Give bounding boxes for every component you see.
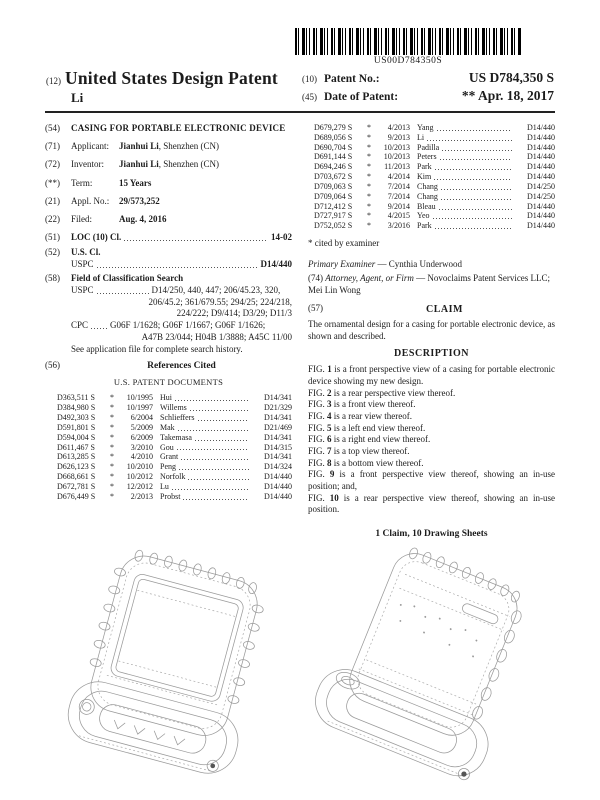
- field-term: (**) Term: 15 Years: [45, 177, 152, 188]
- ref-date: 6/2009: [130, 432, 153, 442]
- dot-leader: [433, 211, 512, 221]
- applicant-name: Jianhui Li: [119, 141, 159, 152]
- body-columns: [0, 113, 600, 541]
- inventor-name: Jianhui Li: [119, 159, 159, 170]
- figure-number: 5: [327, 422, 332, 433]
- figure-number: 10: [329, 492, 339, 503]
- ref-class: D14/440: [527, 172, 555, 182]
- left-column: [45, 123, 292, 541]
- header-right: [302, 68, 554, 106]
- dot-leader: [124, 232, 268, 244]
- ref-examiner-star: *: [367, 142, 371, 152]
- references-table-left: [45, 393, 292, 501]
- ref-examiner-star: *: [367, 201, 371, 211]
- dot-leader: [441, 182, 512, 192]
- ref-date: 12/2012: [126, 481, 153, 491]
- ref-number: D679,279 S: [314, 123, 353, 132]
- field-54-title: (54) CASING FOR PORTABLE ELECTRONIC DEVICE: [45, 123, 292, 135]
- reference-row: [314, 192, 555, 202]
- ref-examiner-star: *: [367, 221, 371, 231]
- figure-number: 2: [327, 387, 332, 398]
- document-title: United States Design Patent: [65, 68, 278, 88]
- ref-class: D14/440: [527, 162, 555, 172]
- date-of-patent: ** Apr. 18, 2017: [461, 88, 554, 103]
- ref-name: Park: [417, 162, 432, 172]
- ref-class: D14/341: [264, 393, 292, 403]
- ref-name: Yeo: [417, 211, 430, 221]
- ref-name: Chang: [417, 191, 438, 201]
- dot-leader: [441, 192, 512, 202]
- field-num-12: (12): [46, 76, 61, 86]
- ref-class: D14/250: [527, 181, 555, 191]
- dot-leader: [181, 452, 249, 462]
- reference-row: [57, 443, 292, 453]
- figure-description: FIG. 9 is a front perspective view thereof, showing an in-use position; and,: [308, 469, 556, 492]
- filing-date: Aug. 4, 2016: [119, 213, 167, 224]
- dot-leader: [179, 462, 249, 472]
- dot-leader: [439, 202, 512, 212]
- ref-date: 10/1995: [126, 393, 153, 403]
- field-56-references: (56) References Cited: [45, 360, 292, 372]
- ref-examiner-star: *: [367, 181, 371, 191]
- reference-row: [57, 462, 292, 472]
- ref-examiner-star: *: [110, 413, 114, 423]
- ref-date: 4/2010: [130, 452, 153, 462]
- references-cited-heading: References Cited: [147, 361, 216, 371]
- references-table-right: [308, 123, 555, 231]
- ref-class: D14/315: [264, 442, 292, 452]
- figure-description: FIG. 8 is a bottom view thereof.: [308, 457, 424, 468]
- ref-name: Peng: [160, 462, 176, 472]
- ref-date: 2/2013: [130, 491, 153, 501]
- ref-date: 10/2012: [126, 472, 153, 482]
- right-column: [308, 123, 555, 541]
- loc-class: 14-02: [271, 232, 292, 243]
- figure-number: 8: [327, 457, 332, 468]
- ref-date: 5/2009: [130, 422, 153, 432]
- dot-leader: [198, 413, 249, 423]
- field-72-inventor: (72) Inventor: Jianhui Li, Shenzhen (CN): [45, 159, 220, 170]
- dot-leader: [190, 403, 249, 413]
- figure-description: FIG. 4 is a rear view thereof.: [308, 410, 412, 421]
- ref-examiner-star: *: [110, 491, 114, 501]
- dot-leader: [178, 423, 249, 433]
- examiner-name: — Cynthia Underwood: [377, 258, 462, 269]
- inventor-surname: Li: [71, 90, 84, 105]
- field-71-applicant: (71) Applicant: Jianhui Li, Shenzhen (CN): [45, 141, 220, 152]
- dot-leader: [434, 172, 512, 182]
- ref-class: D14/324: [264, 462, 292, 472]
- field-51-loc: (51) LOC (10) Cl. 14-02: [45, 232, 292, 243]
- ref-name: Li: [417, 132, 425, 142]
- ref-examiner-star: *: [110, 432, 114, 442]
- reference-row: [314, 202, 555, 212]
- dot-leader: [97, 259, 258, 271]
- dot-leader: [97, 285, 149, 297]
- ref-date: 10/2013: [383, 142, 410, 152]
- ref-examiner-star: *: [367, 211, 371, 221]
- claim-heading: CLAIM: [426, 303, 463, 315]
- dot-leader: [195, 433, 249, 443]
- claim-section: (57) CLAIM: [308, 303, 555, 316]
- claims-sheets-note: 1 Claim, 10 Drawing Sheets: [375, 529, 488, 540]
- ref-date: 10/2013: [383, 152, 410, 162]
- ref-number: D727,917 S: [314, 211, 353, 221]
- field-num-45: (45): [302, 92, 317, 102]
- reference-row: [57, 403, 292, 413]
- cited-by-examiner-note: * cited by examiner: [308, 238, 380, 249]
- ref-examiner-star: *: [367, 132, 371, 142]
- ref-number: D668,661 S: [57, 472, 96, 482]
- dot-leader: [442, 143, 512, 153]
- figure-description: FIG. 1 is a front perspective view of a casing for portable electronic device showing my new design.: [308, 364, 555, 386]
- field-21-appl-no: (21) Appl. No.: 29/573,252: [45, 195, 160, 206]
- date-of-patent-label: Date of Patent:: [324, 91, 399, 103]
- figure-front-perspective-drawing: [48, 543, 298, 800]
- figure-description: FIG. 7 is a top view thereof.: [308, 446, 410, 457]
- reference-row: [314, 133, 555, 143]
- reference-row: [57, 472, 292, 482]
- ref-examiner-star: *: [110, 481, 114, 491]
- application-number: 29/573,252: [119, 195, 160, 206]
- dot-leader: [177, 443, 249, 453]
- ref-date: 11/2013: [384, 162, 410, 172]
- ref-number: D689,056 S: [314, 132, 353, 142]
- ref-name: Takemasa: [160, 432, 192, 442]
- figure-description: FIG. 3 is a front view thereof.: [308, 399, 416, 410]
- ref-number: D703,672 S: [314, 172, 353, 182]
- dot-leader: [440, 152, 512, 162]
- ref-name: Kim: [417, 172, 432, 182]
- ref-class: D14/440: [527, 152, 555, 162]
- figure-description: FIG. 5 is a left end view thereof.: [308, 422, 426, 433]
- ref-number: D594,004 S: [57, 432, 96, 442]
- figure-description: FIG. 6 is a right end view thereof.: [308, 434, 431, 445]
- ref-date: 7/2014: [387, 191, 410, 201]
- ref-number: D384,980 S: [57, 403, 96, 413]
- ref-class: D14/341: [264, 432, 292, 442]
- figure-description: FIG. 10 is a rear perspective view thereof, showing an in-use position.: [308, 492, 556, 515]
- barcode-text: US00D784350S: [373, 56, 443, 66]
- ref-examiner-star: *: [367, 172, 371, 182]
- claim-text: The ornamental design for a casing for portable electronic device, as shown and described.: [308, 318, 555, 341]
- ref-examiner-star: *: [367, 123, 371, 132]
- ref-examiner-star: *: [110, 462, 114, 472]
- ref-date: 3/2010: [130, 442, 153, 452]
- header-left: [46, 68, 278, 106]
- ref-date: 7/2014: [387, 181, 410, 191]
- ref-examiner-star: *: [367, 152, 371, 162]
- attorney-firm: — Novoclaims Patent Services LLC; Mei Lin Wong: [308, 273, 551, 296]
- ref-name: Peters: [417, 152, 437, 162]
- ref-examiner-star: *: [110, 403, 114, 413]
- ref-number: D676,449 S: [57, 491, 96, 501]
- ref-number: D672,781 S: [57, 481, 96, 491]
- description-heading: DESCRIPTION: [394, 348, 469, 360]
- reference-row: [57, 413, 292, 423]
- ref-class: D21/469: [264, 422, 292, 432]
- ref-number: D752,052 S: [314, 221, 353, 231]
- term-value: 15 Years: [119, 177, 152, 188]
- ref-examiner-star: *: [110, 452, 114, 462]
- ref-name: Norfolk: [160, 472, 186, 482]
- reference-row: [57, 393, 292, 403]
- ref-number: D363,511 S: [57, 393, 95, 403]
- ref-class: D14/440: [527, 211, 555, 221]
- ref-examiner-star: *: [367, 191, 371, 201]
- ref-examiner-star: *: [110, 442, 114, 452]
- field-num-10: (10): [302, 74, 317, 84]
- dot-leader: [435, 162, 512, 172]
- ref-number: D591,801 S: [57, 422, 96, 432]
- ref-examiner-star: *: [110, 422, 114, 432]
- ref-name: Padilla: [417, 142, 440, 152]
- dot-leader: [175, 393, 249, 403]
- ref-number: D492,303 S: [57, 413, 96, 423]
- ref-name: Chang: [417, 181, 438, 191]
- figure-number: 1: [327, 364, 332, 375]
- ref-date: 3/2016: [387, 221, 410, 231]
- patent-number: US D784,350 S: [468, 70, 554, 85]
- reference-row: [314, 162, 555, 172]
- ref-number: D694,246 S: [314, 162, 353, 172]
- us-patent-documents-heading: U.S. PATENT DOCUMENTS: [113, 377, 224, 388]
- ref-name: Bleau: [417, 201, 436, 211]
- field-22-filed: (22) Filed: Aug. 4, 2016: [45, 213, 167, 224]
- ref-class: D14/440: [527, 123, 555, 132]
- ref-class: D14/440: [264, 491, 292, 501]
- field-58-search: (58) Field of Classification Search USPC D14/250, 440, 447; 206/45.23, 320, 206/45.2; 361/679.55; 294/25; 224/218, 224/222; D9/414; D3/29; D11/3 CPC G06F 1/1628; G06F 1/1667; G06F 1/1626; A47B 23/044; H04B 1/3888; A45C 11/00 See application file for complete search history.: [45, 273, 292, 355]
- barcode-bars-icon: [295, 28, 521, 55]
- ref-class: D14/440: [527, 201, 555, 211]
- ref-date: 4/2013: [387, 123, 410, 132]
- ref-name: Park: [417, 221, 432, 231]
- barcode: [295, 28, 521, 66]
- ref-class: D14/440: [527, 142, 555, 152]
- ref-date: 6/2004: [130, 413, 153, 423]
- reference-row: [57, 492, 292, 502]
- figure-descriptions: [308, 364, 555, 516]
- ref-number: D712,412 S: [314, 201, 353, 211]
- figure-number: 3: [327, 399, 332, 410]
- ref-number: D626,123 S: [57, 462, 96, 472]
- dot-leader: [183, 492, 249, 502]
- figure-number: 7: [327, 446, 332, 457]
- ref-examiner-star: *: [110, 472, 114, 482]
- ref-date: 10/1997: [126, 403, 153, 413]
- ref-examiner-star: *: [367, 162, 371, 172]
- ref-class: D14/341: [264, 452, 292, 462]
- ref-class: D14/250: [527, 191, 555, 201]
- ref-name: Mak: [160, 422, 175, 432]
- ref-date: 4/2015: [387, 211, 410, 221]
- ref-number: D611,467 S: [57, 442, 95, 452]
- ref-number: D709,064 S: [314, 191, 353, 201]
- ref-examiner-star: *: [110, 393, 114, 403]
- ref-date: 10/2010: [126, 462, 153, 472]
- ref-name: Schlieffers: [160, 413, 195, 423]
- ref-date: 9/2014: [387, 201, 410, 211]
- dot-leader: [172, 482, 249, 492]
- dot-leader: [435, 221, 512, 231]
- ref-class: D14/440: [527, 132, 555, 142]
- ref-name: Yang: [417, 123, 434, 132]
- figure-description: FIG. 2 is a rear perspective view thereof.: [308, 387, 456, 398]
- ref-date: 9/2013: [387, 132, 410, 142]
- attorney-line: (74) Attorney, Agent, or Firm — Novoclaims Patent Services LLC; Mei Lin Wong: [308, 273, 551, 296]
- reference-row: [57, 482, 292, 492]
- dot-leader: [437, 123, 512, 133]
- reference-row: [314, 143, 555, 153]
- reference-row: [314, 172, 555, 182]
- ref-class: D14/440: [264, 472, 292, 482]
- reference-row: [314, 123, 555, 133]
- ref-class: D14/440: [527, 221, 555, 231]
- reference-row: [57, 433, 292, 443]
- ref-number: D691,144 S: [314, 152, 353, 162]
- search-history-note: See application file for complete search history.: [71, 344, 243, 355]
- dot-leader: [427, 133, 512, 143]
- ref-name: Lu: [160, 481, 169, 491]
- top-zone: [0, 0, 600, 66]
- dot-leader: [91, 320, 107, 332]
- dot-leader: [188, 472, 249, 482]
- ref-class: D14/440: [264, 481, 292, 491]
- ref-number: D690,704 S: [314, 142, 353, 152]
- reference-row: [314, 211, 555, 221]
- header: [0, 62, 600, 106]
- ref-name: Hui: [160, 393, 172, 403]
- ref-name: Willems: [160, 403, 187, 413]
- ref-class: D21/329: [264, 403, 292, 413]
- ref-number: D613,285 S: [57, 452, 96, 462]
- figure-rear-perspective-drawing: [302, 543, 552, 800]
- drawing-sheet: [0, 543, 600, 800]
- invention-title: CASING FOR PORTABLE ELECTRONIC DEVICE: [71, 123, 286, 133]
- ref-date: 4/2014: [387, 172, 410, 182]
- reference-row: [314, 152, 555, 162]
- ref-class: D14/341: [264, 413, 292, 423]
- reference-row: [57, 423, 292, 433]
- field-52-us-cl: (52) U.S. Cl. USPC D14/440: [45, 246, 292, 269]
- ref-name: Gou: [160, 442, 174, 452]
- figure-number: 4: [327, 410, 332, 421]
- figure-number: 9: [329, 469, 335, 480]
- uspc-class: D14/440: [260, 258, 292, 269]
- ref-name: Probst: [160, 491, 181, 501]
- reference-row: [314, 182, 555, 192]
- ref-name: Grant: [160, 452, 179, 462]
- primary-examiner-line: Primary Examiner — Cynthia Underwood: [308, 258, 462, 269]
- figure-number: 6: [327, 434, 332, 445]
- ref-number: D709,063 S: [314, 181, 353, 191]
- patent-no-label: Patent No.:: [324, 73, 380, 85]
- reference-row: [57, 452, 292, 462]
- reference-row: [314, 221, 555, 231]
